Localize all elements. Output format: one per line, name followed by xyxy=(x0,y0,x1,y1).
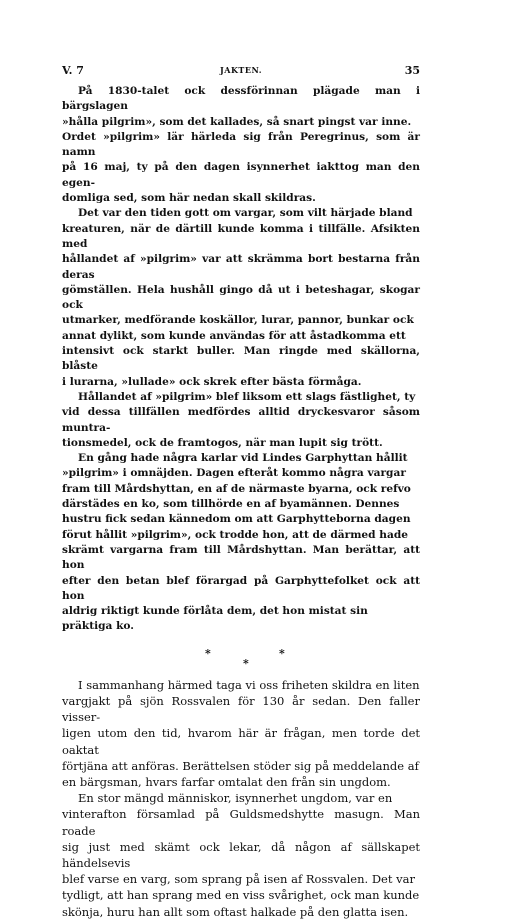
text-line: förut hållit »pilgrim», ock trodde hon, att de därmed hade xyxy=(62,528,408,541)
text-line: intensivt ock starkt buller. Man ringde med skällorna, blåste xyxy=(62,345,420,373)
text-line: gömställen. Hela hushåll gingo då ut i beteshagar, skogar ock xyxy=(62,283,420,312)
text-line: i lurarna, »lullade» ock skrek efter bästa förmåga. xyxy=(62,375,362,388)
text-line: vargjakt på sjön Rossvalen för 130 år sedan. Den faller visser- xyxy=(62,693,420,725)
text-line: Det var den tiden gott om vargar, som vilt härjade bland xyxy=(78,207,413,220)
chapter-title: JAKTEN. xyxy=(219,65,263,75)
asterisk: * xyxy=(205,646,211,660)
paragraph xyxy=(62,206,420,390)
text-line: hustru fick sedan kännedom om att Garphytteborna dagen xyxy=(62,513,411,526)
paragraph xyxy=(62,451,420,635)
running-head xyxy=(62,64,420,84)
text-line: vid dessa tillfällen medfördes alltid dryckesvaror såsom muntra- xyxy=(62,406,420,434)
asterisk: * xyxy=(279,646,285,660)
text-line: En stor mängd människor, isynnerhet ungdom, var en xyxy=(78,791,393,806)
text-line: En gång hade några karlar vid Lindes Garphyttan hållit xyxy=(78,452,408,465)
text-line: I sammanhang härmed taga vi oss friheten skildra en liten xyxy=(78,677,420,692)
text-line: På 1830-talet ock dessförinnan plägade man i bärgslagen xyxy=(62,85,420,113)
text-line: på 16 maj, ty på den dagen isynnerhet iakttog man den egen- xyxy=(62,161,420,189)
text-line: utmarker, medförande koskällor, lurar, pannor, bunkar ock xyxy=(62,314,414,327)
text-line: ligen utom den tid, hvarom här är frågan, men torde det oaktat xyxy=(62,726,420,757)
section-wolf-hunt xyxy=(62,677,420,920)
volume-label: V. 7 xyxy=(62,64,84,77)
asterisk: * xyxy=(243,656,249,670)
text-line: vinterafton församlad på Guldsmedshytte masugn. Man roade xyxy=(62,807,420,838)
paragraph xyxy=(62,390,420,451)
text-line: skrämt vargarna fram till Mårdshyttan. Man berättar, att hon xyxy=(62,543,420,572)
text-line: skönja, huru han allt som oftast halkade på den glatta isen. xyxy=(62,904,409,919)
text-line: sig just med skämt ock lekar, då någon af sällskapet händelsevis xyxy=(62,839,420,870)
text-line: tionsmedel, ock de framtogos, när man lupit sig trött. xyxy=(62,436,383,449)
paragraph xyxy=(62,84,420,206)
text-line: efter den betan blef förargad på Garphyttefolket ock att hon xyxy=(62,574,420,602)
text-line: Hållandet af »pilgrim» blef liksom ett slags fästlighet, ty xyxy=(78,390,416,403)
text-line: därstädes en ko, som tillhörde en af byamännen. Dennes xyxy=(62,498,400,511)
text-line: »hålla pilgrim», som det kallades, så snart pingst var inne. xyxy=(62,115,412,128)
paragraph xyxy=(62,677,420,790)
text-line: hållandet af »pilgrim» var att skrämma bort bestarna från deras xyxy=(62,253,420,281)
section-pilgrim xyxy=(62,84,420,635)
text-line: en bärgsman, hvars farfar omtalat den från sin ungdom. xyxy=(62,774,391,789)
text-line: fram till Mårdshyttan, en af de närmaste byarna, ock refvo xyxy=(62,482,411,495)
text-line: Ordet »pilgrim» lär härleda sig från Peregrinus, som är namn xyxy=(62,130,420,159)
text-line: förtjäna att anföras. Berättelsen stöder sig på meddelande af xyxy=(62,758,419,773)
section-divider-asterism xyxy=(62,635,420,675)
page-number: 35 xyxy=(404,64,420,77)
book-page xyxy=(62,64,420,920)
text-line: blef varse en varg, som sprang på isen af Rossvalen. Det var xyxy=(62,872,415,887)
text-line: tydligt, att han sprang med en viss svårighet, ock man kunde xyxy=(62,888,420,903)
text-line: kreaturen, när de därtill kunde komma i tillfälle. Afsikten med xyxy=(62,222,420,250)
text-line: »pilgrim» i omnäjden. Dagen efteråt kommo några vargar xyxy=(62,467,406,480)
paragraph xyxy=(62,790,420,920)
text-line: domliga sed, som här nedan skall skildras. xyxy=(62,192,316,205)
text-line: annat dylikt, som kunde användas för att åstadkomma ett xyxy=(62,329,406,342)
text-line: aldrig riktigt kunde förlåta dem, det hon mistat sin präktiga ko. xyxy=(62,605,368,633)
